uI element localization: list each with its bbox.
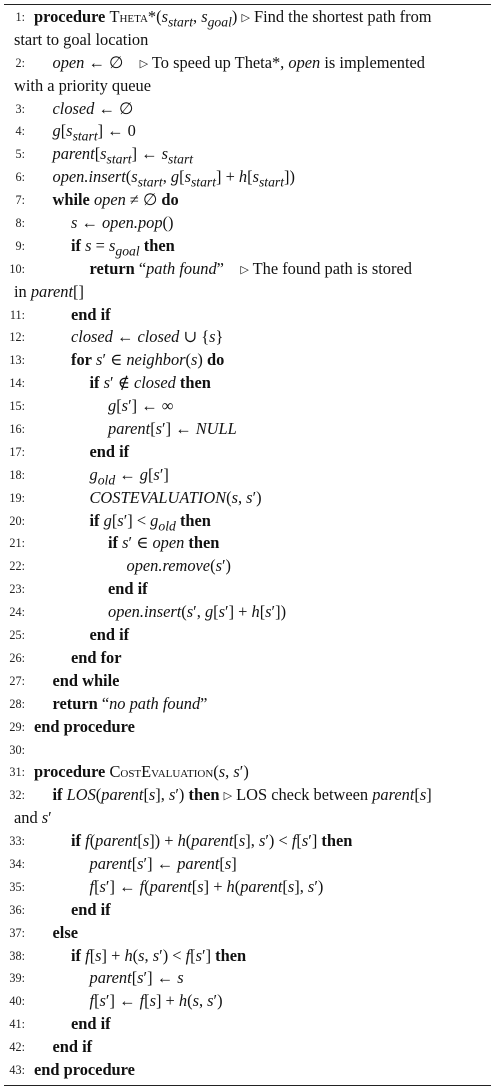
algorithm-line: [0, 304, 495, 327]
line-code: open.remove(s′): [126, 556, 231, 576]
line-code: open.insert(s′, g[s′] + h[s′]): [108, 602, 287, 622]
line-number: 20:: [9, 513, 25, 528]
line-number: 15:: [9, 399, 25, 414]
algorithm-line: [0, 1059, 495, 1082]
line-code: if s′ ∉ closed then: [89, 373, 211, 393]
line-code: procedure CostEvaluation(s, s′): [34, 762, 249, 782]
line-continuation-text: in parent[]: [14, 281, 84, 301]
top-rule: [4, 4, 491, 5]
algorithm-listing: [0, 6, 495, 1082]
line-code: g[s′] ← ∞: [108, 396, 174, 416]
line-number: 12:: [9, 330, 25, 345]
line-code: if $s = s_{goal}$ then: [71, 235, 175, 259]
line-code: else: [52, 922, 78, 942]
line-number: 10:: [9, 261, 25, 276]
line-number: 4:: [15, 124, 25, 139]
line-number: 13:: [9, 353, 25, 368]
line-code: end if: [71, 899, 111, 919]
line-number: 34:: [9, 856, 25, 871]
algorithm-line: [0, 143, 495, 166]
line-number: 14:: [9, 376, 25, 391]
algorithm-line-continuation: [0, 281, 495, 304]
line-code: $g_{old}$ ← g[s′]: [89, 464, 169, 488]
line-code: return “no path found”: [52, 693, 208, 713]
line-code: end while: [52, 670, 120, 690]
algorithm-line: [0, 739, 495, 762]
line-number: 17:: [9, 444, 25, 459]
algorithm-line: [0, 52, 495, 75]
algorithm-line: [0, 372, 495, 395]
algorithm-line: [0, 670, 495, 693]
algorithm-line: [0, 876, 495, 899]
algorithm-line-continuation: [0, 807, 495, 830]
line-number: 43:: [9, 1062, 25, 1077]
line-number: 36:: [9, 902, 25, 917]
algorithm-line: [0, 784, 495, 807]
line-code: COSTEVALUATION(s, s′): [89, 487, 262, 507]
line-number: 35:: [9, 879, 25, 894]
algorithm-line: [0, 922, 495, 945]
algorithm-line: [0, 1013, 495, 1036]
algorithm-line: [0, 899, 495, 922]
algorithm-line: [0, 166, 495, 189]
algorithm-line: [0, 212, 495, 235]
line-number: 25:: [9, 628, 25, 643]
algorithm-line: [0, 441, 495, 464]
line-number: 41:: [9, 1017, 25, 1032]
line-code: end if: [89, 441, 130, 461]
line-code: end for: [71, 647, 122, 667]
algorithm-line: [0, 1036, 495, 1059]
algorithm-line: [0, 510, 495, 533]
line-number: 30:: [9, 742, 25, 757]
algorithm-line: [0, 418, 495, 441]
line-code: f[s′] ← f[s] + h(s, s′): [89, 991, 223, 1011]
line-code: end if: [89, 625, 130, 645]
line-number: 11:: [9, 307, 25, 322]
line-number: 18:: [9, 467, 25, 482]
algorithm-line: [0, 532, 495, 555]
algorithm-line: [0, 326, 495, 349]
algorithm-line-continuation: [0, 75, 495, 98]
line-number: 3:: [15, 101, 25, 116]
line-code: parent[s′] ← parent[s]: [89, 853, 237, 873]
algorithm-line: [0, 853, 495, 876]
line-number: 39:: [9, 971, 25, 986]
line-code: $g[s_{start}]$ ← 0: [52, 121, 136, 144]
line-code: f[s′] ← f(parent[s] + h(parent[s], s′): [89, 876, 324, 896]
line-code: $parent[s_{start}]$ ← $s_{start}$: [52, 144, 194, 167]
algorithm-line: [0, 761, 495, 784]
line-number: 8:: [15, 216, 25, 231]
algorithm-line: [0, 578, 495, 601]
algorithm-line: [0, 395, 495, 418]
line-code: parent[s′] ← s: [89, 968, 184, 988]
line-code: return “path found” ▷ The found path is stored: [89, 258, 412, 278]
algorithm-line: [0, 601, 495, 624]
algorithm-line: [0, 98, 495, 121]
line-number: 26:: [9, 650, 25, 665]
algorithm-line: [0, 464, 495, 487]
line-number: 37:: [9, 925, 25, 940]
line-code: end if: [108, 579, 148, 599]
line-number: 32:: [9, 788, 25, 803]
line-number: 23:: [9, 582, 25, 597]
line-code: end if: [52, 1037, 93, 1057]
line-code: end if: [71, 304, 111, 324]
line-code: closed ← ∅: [52, 98, 134, 118]
line-number: 28:: [9, 696, 25, 711]
line-number: 22:: [9, 559, 25, 574]
line-continuation-text: with a priority queue: [14, 75, 152, 95]
algorithm-line: [0, 235, 495, 258]
algorithm-line: [0, 120, 495, 143]
algorithm-line: [0, 487, 495, 510]
algorithm-line: [0, 990, 495, 1013]
line-number: 21:: [9, 536, 25, 551]
algorithm-line: [0, 258, 495, 281]
line-code: end procedure: [34, 1059, 135, 1079]
line-code: while open ≠ ∅ do: [52, 190, 179, 210]
line-number: 19:: [9, 490, 25, 505]
line-number: 38:: [9, 948, 25, 963]
line-code: if $g[s'] < g_{old}$ then: [89, 510, 211, 533]
line-number: 31:: [9, 765, 25, 780]
line-number: 5:: [15, 147, 25, 162]
algorithm-line: [0, 349, 495, 372]
algorithm-line: [0, 830, 495, 853]
line-code: end if: [71, 1014, 111, 1034]
line-number: 2:: [15, 55, 25, 70]
line-number: 16:: [9, 422, 25, 437]
algorithm-line: [0, 555, 495, 578]
line-code: $open.insert(s_{start}$, $g[s_{start}] + h[s_{start}]$): [52, 167, 295, 190]
line-code: if f(parent[s]) + h(parent[s], s′) < f[s′] then: [71, 831, 353, 851]
algorithm-line: [0, 6, 495, 29]
line-number: 7:: [15, 193, 25, 208]
line-code: if f[s] + h(s, s′) < f[s′] then: [71, 945, 247, 965]
line-number: 24:: [9, 605, 25, 620]
line-code: procedure $Theta*(s_{start}$, $s_{goal}$) ▷ Find the shortest path from: [34, 7, 432, 30]
algorithm-line: [0, 189, 495, 212]
line-number: 42:: [9, 1040, 25, 1055]
line-number: 33:: [9, 834, 25, 849]
line-continuation-text: start to goal location: [14, 29, 149, 49]
line-code: end procedure: [34, 716, 135, 736]
line-code: open ← ∅ ▷ To speed up Theta*, open is implemented: [52, 52, 425, 72]
algorithm-line-continuation: [0, 29, 495, 52]
algorithm-line: [0, 967, 495, 990]
algorithm-line: [0, 716, 495, 739]
bottom-rule: [4, 1085, 491, 1086]
line-code: s ← open.pop(): [71, 213, 174, 233]
line-number: 9:: [15, 238, 25, 253]
line-number: 40:: [9, 994, 25, 1009]
algorithm-line: [0, 693, 495, 716]
line-continuation-text: and s′: [14, 808, 52, 828]
line-code: if LOS(parent[s], s′) then ▷ LOS check between parent[s]: [52, 785, 432, 805]
line-code: parent[s′] ← NULL: [108, 419, 237, 439]
line-number: 6:: [15, 170, 25, 185]
line-code: for s′ ∈ neighbor(s) do: [71, 350, 225, 370]
line-number: 29:: [9, 719, 25, 734]
algorithm-line: [0, 945, 495, 968]
algorithm-line: [0, 647, 495, 670]
algorithm-line: [0, 624, 495, 647]
line-code: if s′ ∈ open then: [108, 533, 220, 553]
line-number: 27:: [9, 673, 25, 688]
line-number: 1:: [15, 10, 25, 24]
line-code: closed ← closed ∪ {s}: [71, 327, 224, 347]
